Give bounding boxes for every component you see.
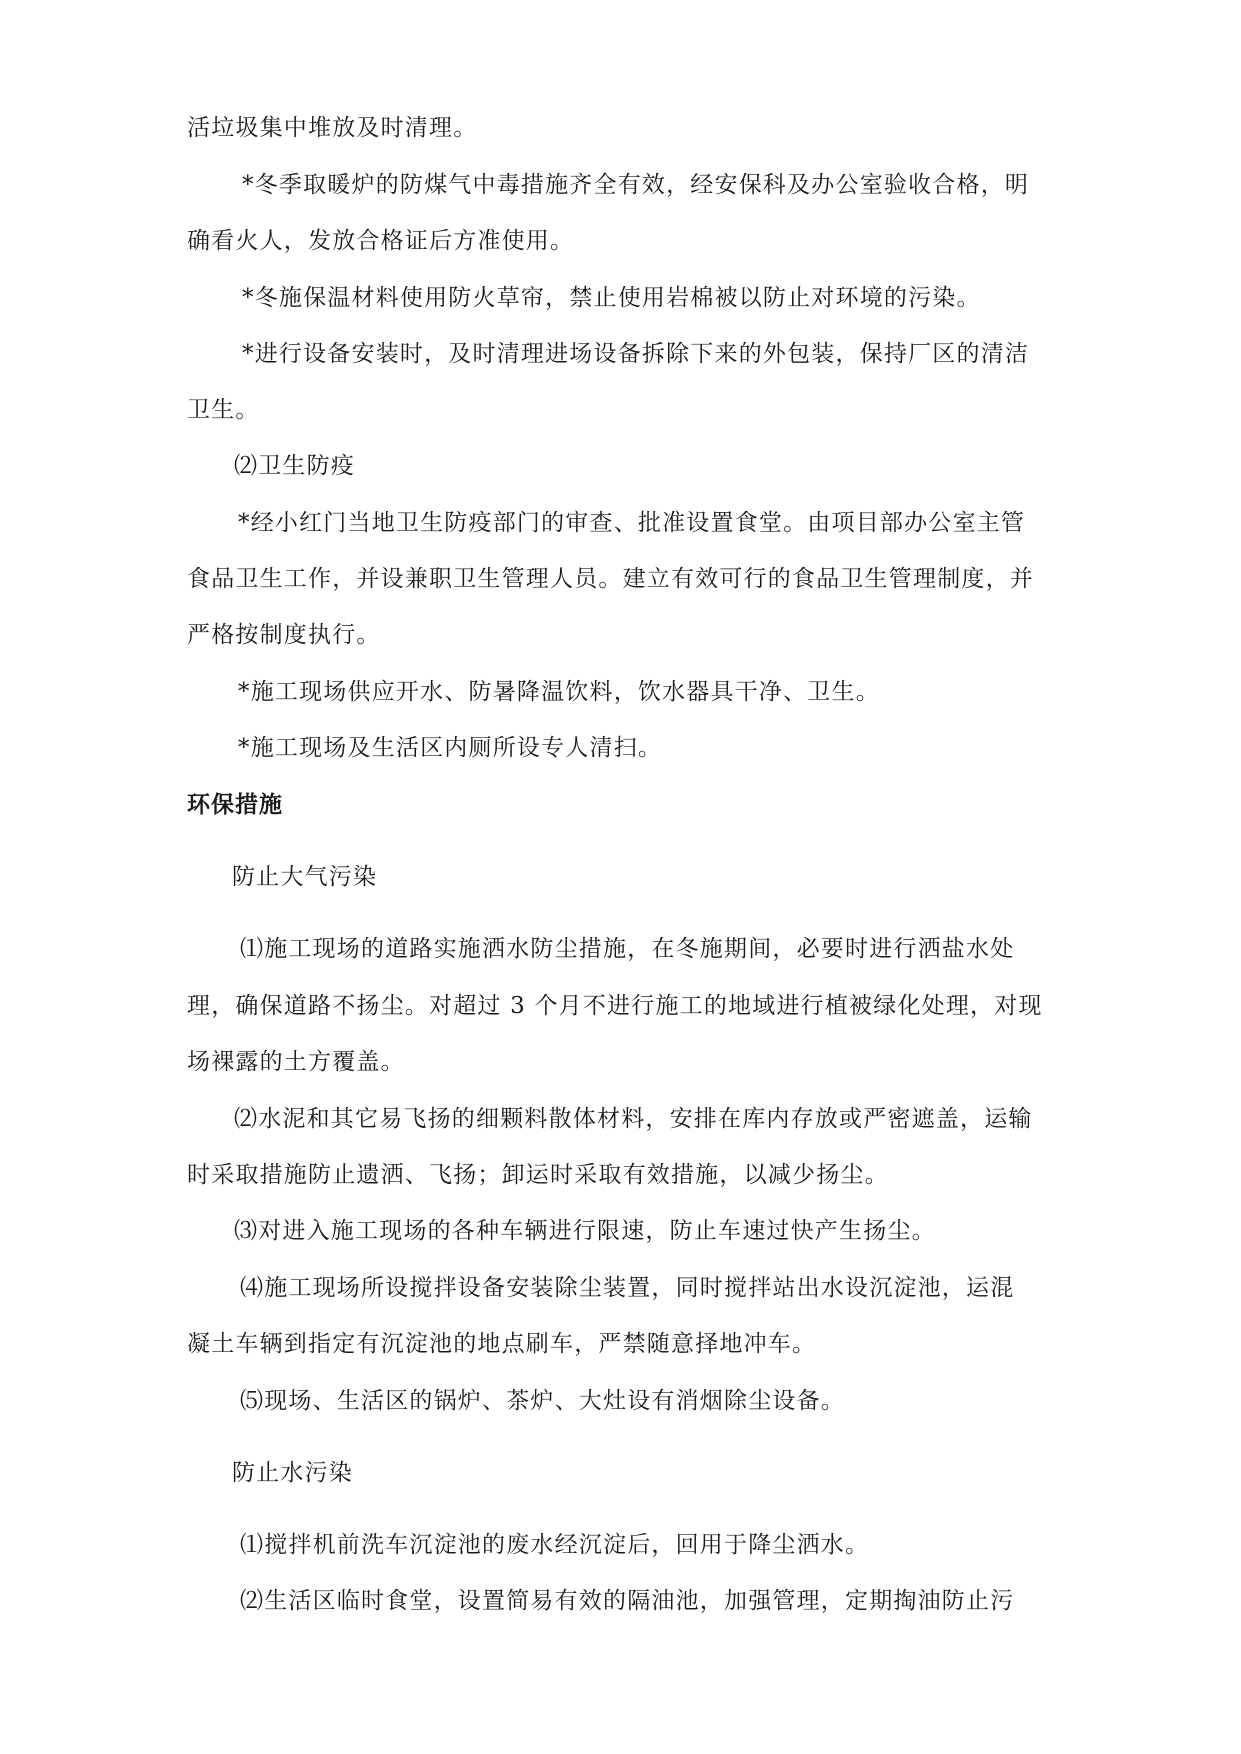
paragraph-line: ⑸现场、生活区的锅炉、茶炉、大灶设有消烟除尘设备。: [240, 1388, 845, 1414]
paragraph-line: *施工现场及生活区内厕所设专人清扫。: [238, 735, 663, 761]
paragraph-line: ⑵生活区临时食堂，设置简易有效的隔油池，加强管理，定期掏油防止污: [240, 1588, 1015, 1614]
subsection-label: 防止水污染: [232, 1460, 353, 1486]
paragraph-line: *进行设备安装时，及时清理进场设备拆除下来的外包装，保持厂区的清洁: [242, 341, 1030, 367]
paragraph-line: 时采取措施防止遗洒、飞扬；卸运时采取有效措施，以减少扬尘。: [187, 1162, 889, 1188]
paragraph-line: 凝土车辆到指定有沉淀池的地点刷车，严禁随意择地冲车。: [187, 1331, 817, 1357]
subsection-label: 防止大气污染: [232, 864, 378, 890]
section-heading: 环保措施: [187, 792, 283, 818]
paragraph-line: 场裸露的土方覆盖。: [187, 1049, 405, 1075]
paragraph-line: ⑵水泥和其它易飞扬的细颗料散体材料，安排在库内存放或严密遮盖，运输: [234, 1106, 1033, 1132]
paragraph-line: ⑴施工现场的道路实施洒水防尘措施，在冬施期间，必要时进行洒盐水处: [240, 936, 1015, 962]
paragraph-line: 理，确保道路不扬尘。对超过 3 个月不进行施工的地域进行植被绿化处理，对现: [187, 993, 1043, 1019]
paragraph-line: *经小红门当地卫生防疫部门的审查、批准设置食堂。由项目部办公室主管: [238, 510, 1026, 536]
paragraph-line: 卫生。: [187, 397, 260, 423]
paragraph-line: 严格按制度执行。: [187, 622, 381, 648]
paragraph-line: ⑷施工现场所设搅拌设备安装除尘装置，同时搅拌站出水设沉淀池，运混: [240, 1275, 1015, 1301]
paragraph-line: *冬季取暖炉的防煤气中毒措施齐全有效，经安保科及办公室验收合格，明: [242, 172, 1030, 198]
paragraph-line: *冬施保温材料使用防火草帘，禁止使用岩棉被以防止对环境的污染。: [242, 285, 981, 311]
paragraph-line: *施工现场供应开水、防暑降温饮料，饮水器具干净、卫生。: [238, 679, 880, 705]
paragraph-line: 确看火人，发放合格证后方准使用。: [187, 228, 575, 254]
paragraph-line: ⑶对进入施工现场的各种车辆进行限速，防止车速过快产生扬尘。: [234, 1218, 936, 1244]
paragraph-line: 活垃圾集中堆放及时清理。: [187, 115, 478, 141]
paragraph-line: ⑴搅拌机前洗车沉淀池的废水经沉淀后，回用于降尘洒水。: [240, 1532, 870, 1558]
subsection-label: ⑵卫生防疫: [234, 453, 355, 479]
paragraph-line: 食品卫生工作，并设兼职卫生管理人员。建立有效可行的食品卫生管理制度，并: [187, 566, 1034, 592]
